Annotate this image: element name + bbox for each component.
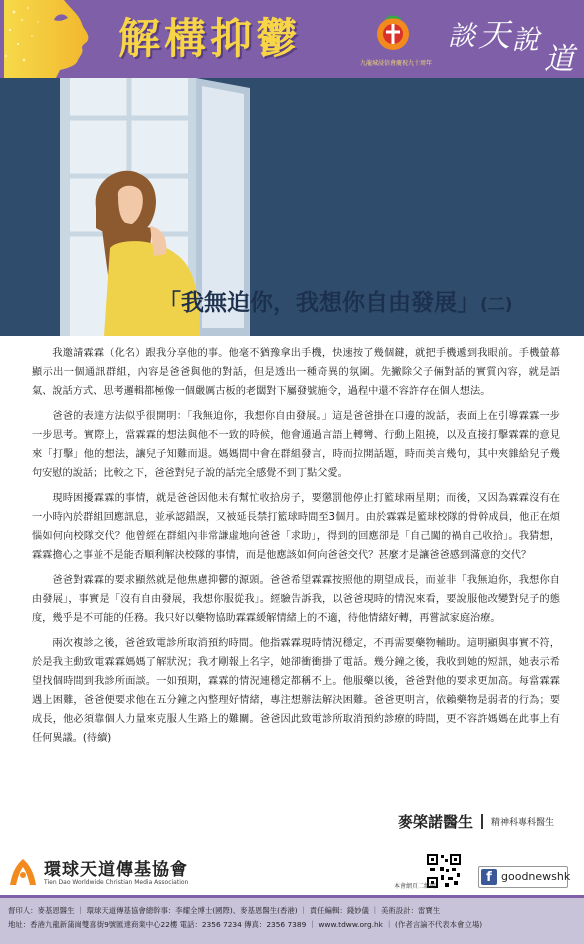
- hero-illustration: [0, 78, 584, 336]
- header-banner: [0, 0, 584, 78]
- logo-caption: 九龍城浸信會慶祝九十周年: [359, 60, 432, 67]
- credits-bar: [0, 898, 584, 944]
- facebook-icon: f: [481, 869, 497, 885]
- article-paragraph: 我邀請霖霖（化名）跟我分享他的事。他毫不猶豫拿出手機，快速按了幾個鍵，就把手機遞到我眼前。手機螢幕顯示出一個通訊群組，內容是爸爸與他的對話，但是透出一種奇異的氛圍。先撇除父子倆對話的實質內容，就是語氣、說話方式、思考邏輯都極像一個嚴厲古板的老闆對下屬發號施令，過程中還不容許存在個人想法。: [32, 348, 560, 397]
- author-name: 麥棨諾醫生: [398, 813, 474, 831]
- face-profile-illustration: [0, 0, 114, 78]
- calligraphy-char-4: 道: [544, 42, 574, 77]
- headline-main: 「我無迫你，我想你自由發展」: [158, 290, 480, 316]
- article-headline: [158, 284, 578, 317]
- calligraphy-char-3: 說: [512, 25, 539, 56]
- credits-line-2: 地址：香港九龍新蒲崗雙喜街9號匯達商業中心22樓 電話：2356 7234 傳真：2356 7389 ｜ www.tdww.org.hk ｜ (作者言論不代表本會立場): [8, 920, 483, 929]
- article-body: [32, 344, 560, 754]
- byline-divider: [481, 814, 483, 829]
- facebook-handle: goodnewshk: [501, 870, 571, 883]
- qr-code-caption: 本會網頁二維碼: [394, 883, 437, 890]
- organization-name-english: Tien Dao Worldwide Christian Media Association: [44, 879, 189, 886]
- column-title: 解構抑鬱: [118, 14, 303, 63]
- column-name-calligraphy: [448, 10, 580, 77]
- article-paragraph: 爸爸對霖霖的要求顯然就是他焦慮抑鬱的源頭。爸爸希望霖霖按照他的期望成長，而並非「我無迫你，我想你自由發展」，事實是「沒有自由發展，我想你服從我」。經驗告訴我，以爸爸現時的情況來看，要說服他改變對兒子的態度，幾乎是不可能的任務。我只好以藥物協助霖霖緩解情緒上的不適，待他情緒好轉，再嘗試家庭治療。: [32, 575, 560, 624]
- calligraphy-char-2: 天: [478, 16, 511, 54]
- organization-name: 環球天道傳基協會: [44, 860, 188, 880]
- headline-part-number: (二): [480, 295, 513, 315]
- author-byline: [398, 811, 578, 833]
- organization-logo-icon: [6, 855, 40, 889]
- author-role: 精神科專科醫生: [491, 818, 555, 828]
- article-paragraph: 爸爸的表達方法似乎很開明：「我無迫你，我想你自由發展。」這是爸爸掛在口邊的說話，表面上在引導霖霖一步一步思考。實際上，當霖霖的想法與他不一致的時候，他會通過言語上轉彎、行動上阻撓，以及直接打擊霖霖的意見來「打擊」他的想法，讓兒子知難而退。媽媽間中會在群組發言，時而拉開話題，時而美言幾句，其中夾雜給兒子幾句安慰的說話；比較之下，爸爸對兒子說的話完全感覺不到丁點父愛。: [32, 411, 560, 479]
- organization-brand: [6, 853, 226, 893]
- article-paragraph: 現時困擾霖霖的事情，就是爸爸因他未有幫忙收拾房子，要懲罰他停止打籃球兩星期；而後，又因為霖霖沒有在一小時內於群組回應訊息，並承認錯誤，又被延長禁打籃球時間至3個月。由於霖霖是籃球校隊的骨幹成員，他正在煩惱如何向校隊交代？他曾經在群組內非常謙虛地向爸爸「求助」，得到的回應卻是「自己闖的禍自己收拾」。我猜想，霖霖擔心之事並不是能否順利解決校隊的事情，而是他應該如何向爸爸交代？甚麼才是讓爸爸感到滿意的交代？: [32, 493, 560, 561]
- calligraphy-char-1: 談: [448, 21, 475, 52]
- facebook-link[interactable]: [478, 866, 571, 888]
- article-paragraph: 兩次複診之後，爸爸致電診所取消預約時間。他指霖霖現時情況穩定，不再需要藥物輔助。這明顯與事實不符，於是我主動致電霖霖媽媽了解狀況；我才剛報上名字，她卻衝衝掛了電話。幾分鐘之後，我收到她的短訊，她表示希望找個時間到我診所面談。一如預期，霖霖的情況連穩定都稱不上。他服藥以後，爸爸對他的要求更加高。每當霖霖遇上困難，爸爸便要求他在五分鐘之內整理好情緒，專注想辦法解決困難。爸爸更明言，依賴藥物是弱者的行為；要成長，他必須靠個人力量來克服人生路上的難關。爸爸因此致電診所取消預約診療的時間，更不容許媽媽在此事上有任何異議。(待續): [32, 638, 560, 744]
- credits-line-1: 督印人：麥基恩醫生 ｜ 環球天道傳基協會總幹事：李耀全博士(國際)、麥基恩醫生(香港) ｜ 責任編輯：錢妙儀 ｜ 美術設計：雷寶生: [8, 906, 441, 915]
